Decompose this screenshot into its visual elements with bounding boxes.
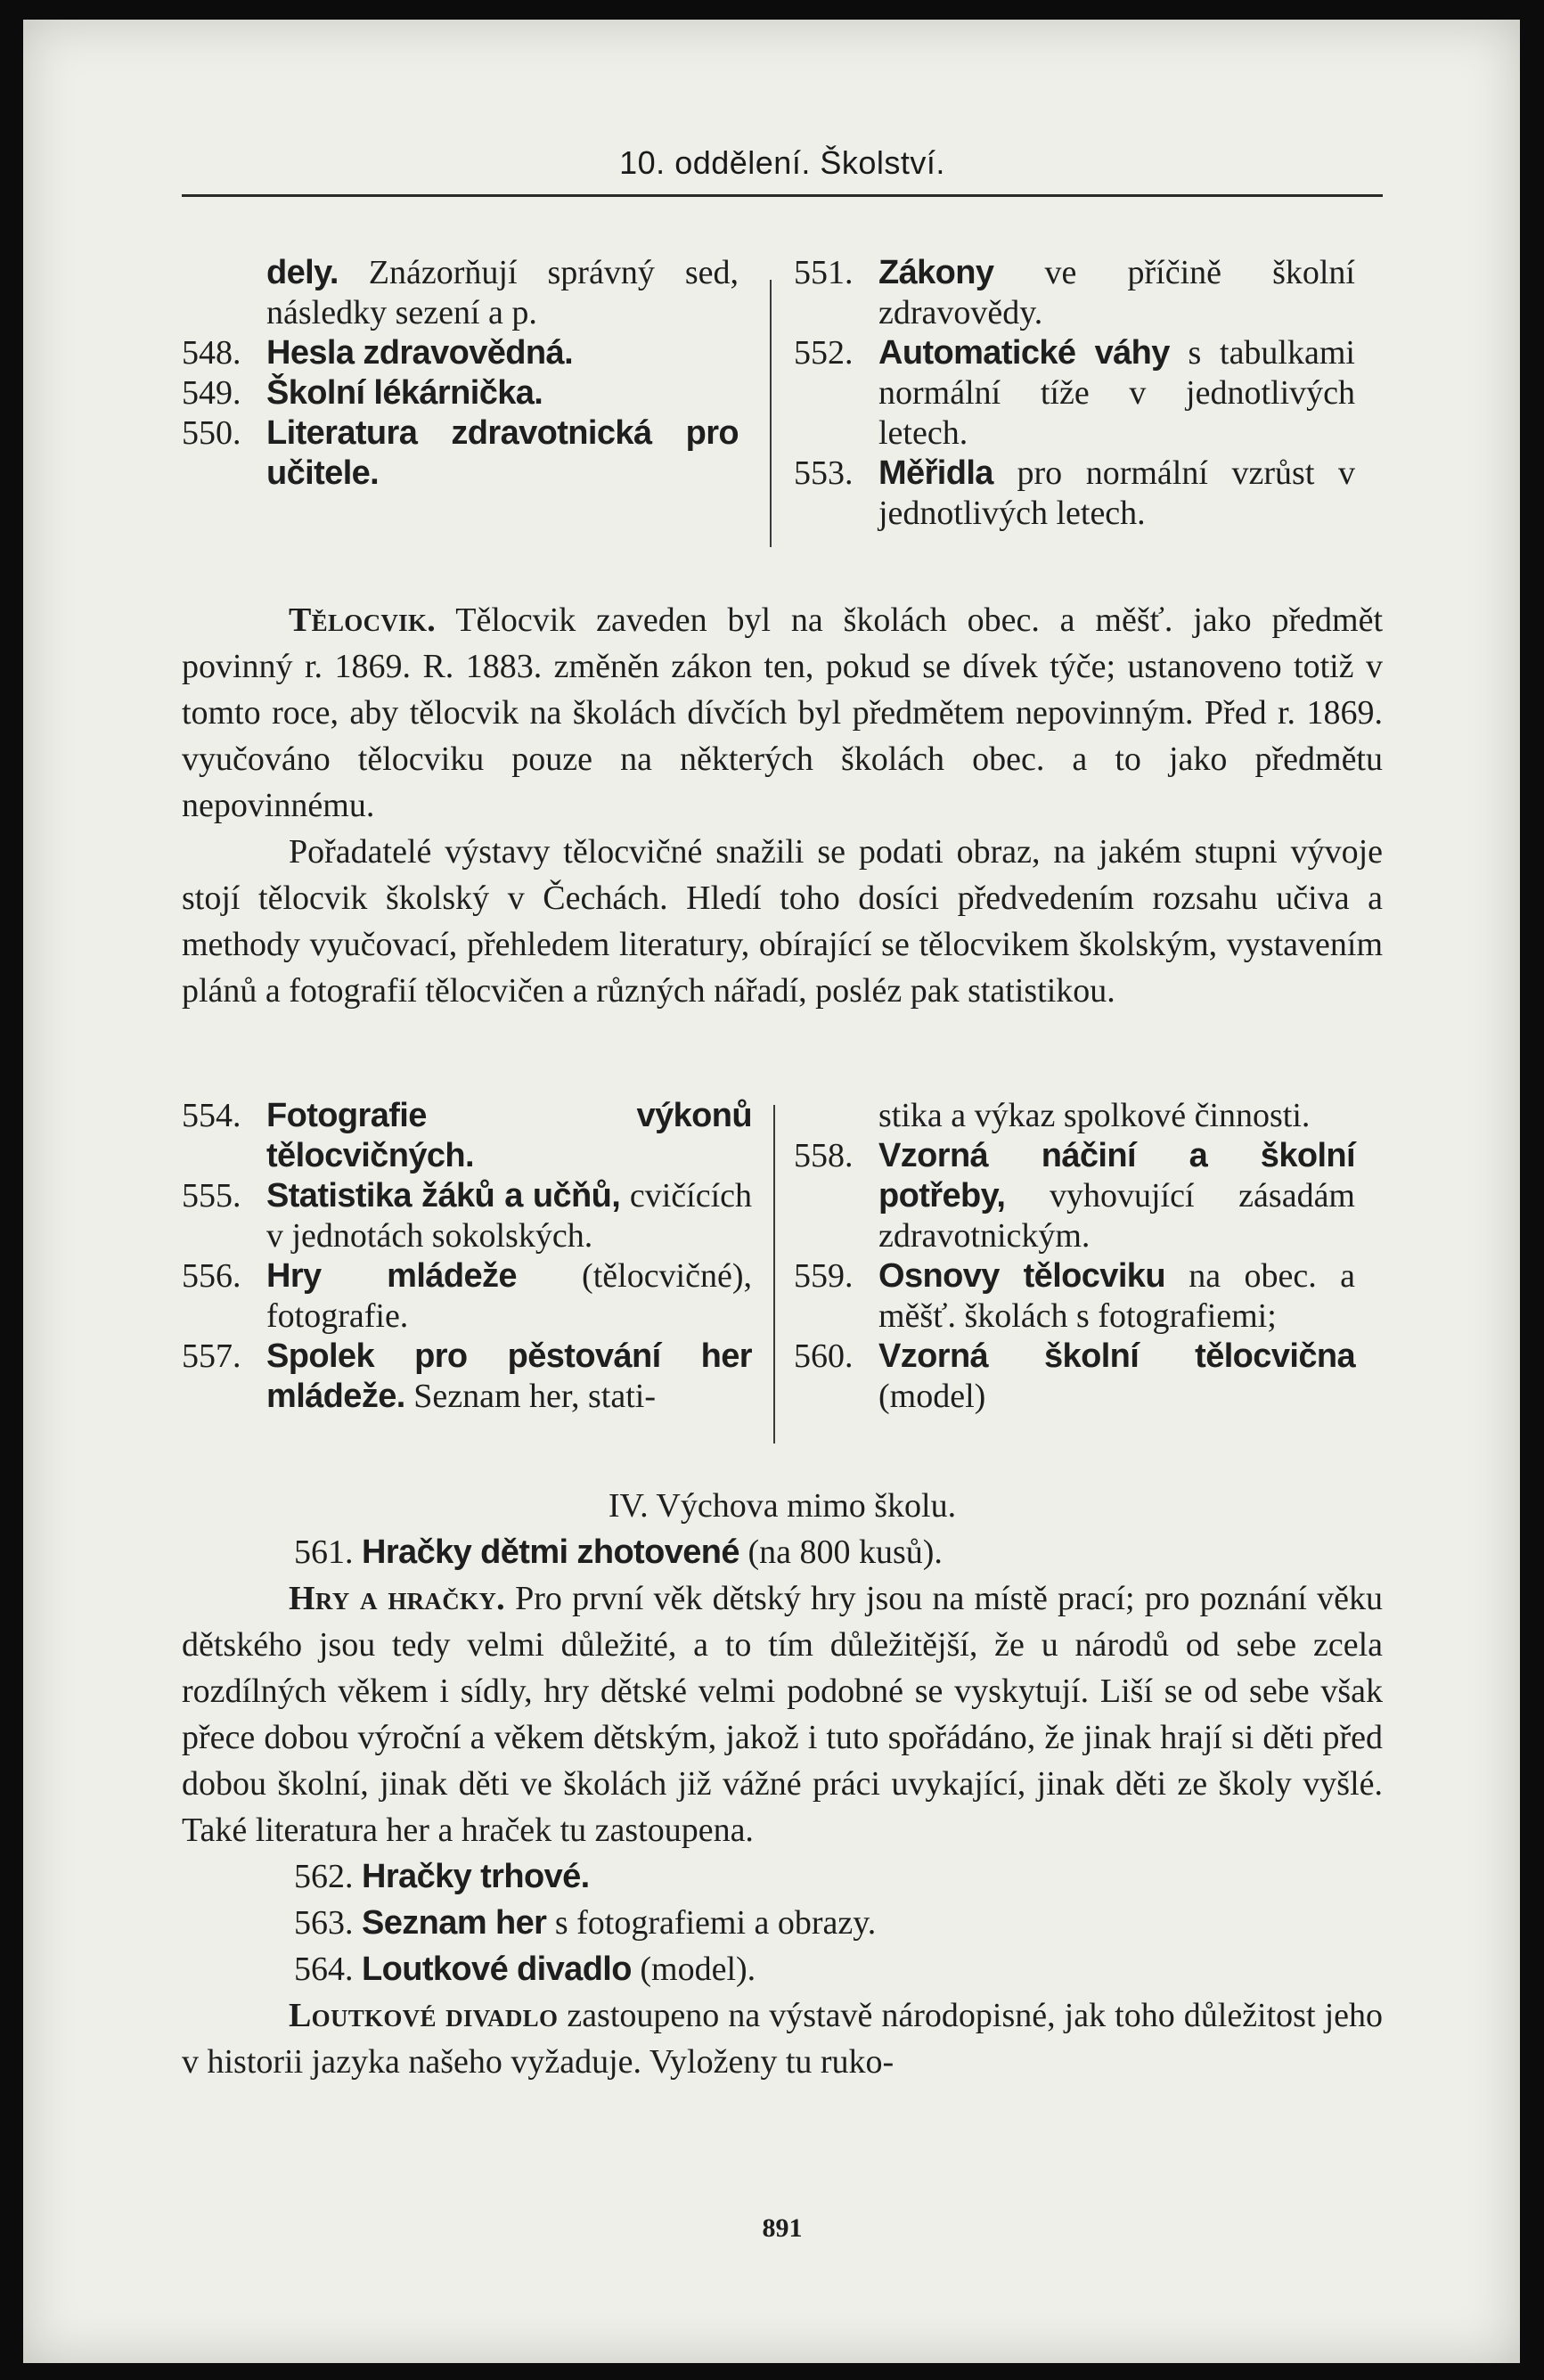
- list-item: 555. Statistika žáků a učňů, cvičících v jednotách sokolských.: [182, 1177, 753, 1255]
- continuation-text: stika a výkaz spolkové činnosti.: [878, 1097, 1311, 1134]
- list-item: 558. Vzorná náčiní a školní potřeby, vyhovující zásadám zdravotnickým.: [794, 1137, 1355, 1255]
- list-item: 562. Hračky trhové.: [294, 1858, 590, 1895]
- section-heading: IV. Výchova mimo školu.: [608, 1487, 957, 1525]
- list-item: 554. Fotografie výkonů tělocvičných.: [182, 1097, 752, 1174]
- middle-left-column: [182, 1096, 752, 1417]
- top-right-column: [794, 253, 1355, 534]
- list-item: 556. Hry mládeže (tělocvičné), fotografie.: [182, 1257, 753, 1335]
- list-item: 560. Vzorná školní tělocvična (model): [794, 1337, 1355, 1415]
- list-item: 553. Měřidla pro normální vzrůst v jednotlivých letech.: [794, 454, 1355, 532]
- list-item: 548. Hesla zdravovědná.: [182, 334, 574, 372]
- list-item: 561. Hračky dětmi zhotovené (na 800 kusů).: [294, 1534, 943, 1571]
- list-item: 552. Automatické váhy s tabulkami normální tíže v jednotlivých letech.: [794, 334, 1355, 452]
- page: [23, 20, 1520, 2363]
- list-item: 549. Školní lékárnička.: [182, 374, 543, 412]
- list-item: 559. Osnovy tělocviku na obec. a měšť. školách s fotografiemi;: [794, 1257, 1355, 1335]
- paragraph: Hry a hračky. Pro první věk dětský hry jsou na místě prací; pro poznání věku dětského jsou tedy velmi důležité, a to tím důležitější, že u národů od sebe zcela rozdílných věkem i sídly, hry dětské velmi podobné se vyskytují. Liší se od sebe však přece dobou výroční a věkem dětským, jakož i tuto spořádáno, že jinak hrají si děti před dobou školní, jinak děti ve školách již vážné práci uvykající, jinak děti ze školy vyšlé. Také literatura her a hraček tu zastoupena.: [182, 1580, 1383, 1849]
- column-divider: [770, 280, 772, 547]
- vychova-section: [182, 1483, 1383, 2085]
- header-rule: [182, 194, 1383, 197]
- telocvik-section: [182, 597, 1383, 1014]
- page-number: 891: [762, 2213, 803, 2243]
- running-header: 10. oddělení. Školství.: [619, 144, 945, 181]
- list-item: 563. Seznam her s fotografiemi a obrazy.: [294, 1904, 877, 1942]
- list-item: 557. Spolek pro pěstování her mládeže. Seznam her, stati-: [182, 1337, 752, 1415]
- continuation-text: dely. Znázorňují správný sed, následky sezení a p.: [266, 254, 739, 331]
- paragraph: Pořadatelé výstavy tělocvičné snažili se podati obraz, na jakém stupni vývoje stojí tělocvik školský v Čechách. Hledí toho dosíci předvedením rozsahu učiva a methody vyučovací, přehledem literatury, obírající se tělocvikem školským, vystavením plánů a fotografií tělocvičen a různých nářadí, posléz pak statistikou.: [182, 833, 1383, 1010]
- list-item: 550. Literatura zdravotnická pro učitele.: [182, 414, 739, 492]
- middle-columns: [157, 1096, 1386, 1452]
- top-columns: [157, 253, 1386, 547]
- list-item: 564. Loutkové divadlo (model).: [294, 1951, 756, 1988]
- list-item: 551. Zákony ve příčině školní zdravovědy.: [794, 254, 1355, 331]
- paragraph: Tělocvik. Tělocvik zaveden byl na školách obec. a měšť. jako předmět povinný r. 1869. R. 1883. změněn zákon ten, pokud se dívek týče; ustanoveno totiž v tomto roce, aby tělocvik na školách dívčích byl předmětem nepovinným. Před r. 1869. vyučováno tělocviku pouze na některých školách obec. a to jako předmětu nepovinnému.: [182, 601, 1383, 824]
- middle-right-column: [794, 1096, 1355, 1417]
- top-left-column: [182, 253, 739, 494]
- paragraph: Loutkové divadlo zastoupeno na výstavě národopisné, jak toho důležitost jeho v historii jazyka našeho vyžaduje. Vyloženy tu ruko-: [182, 1997, 1384, 2081]
- column-divider: [773, 1105, 775, 1444]
